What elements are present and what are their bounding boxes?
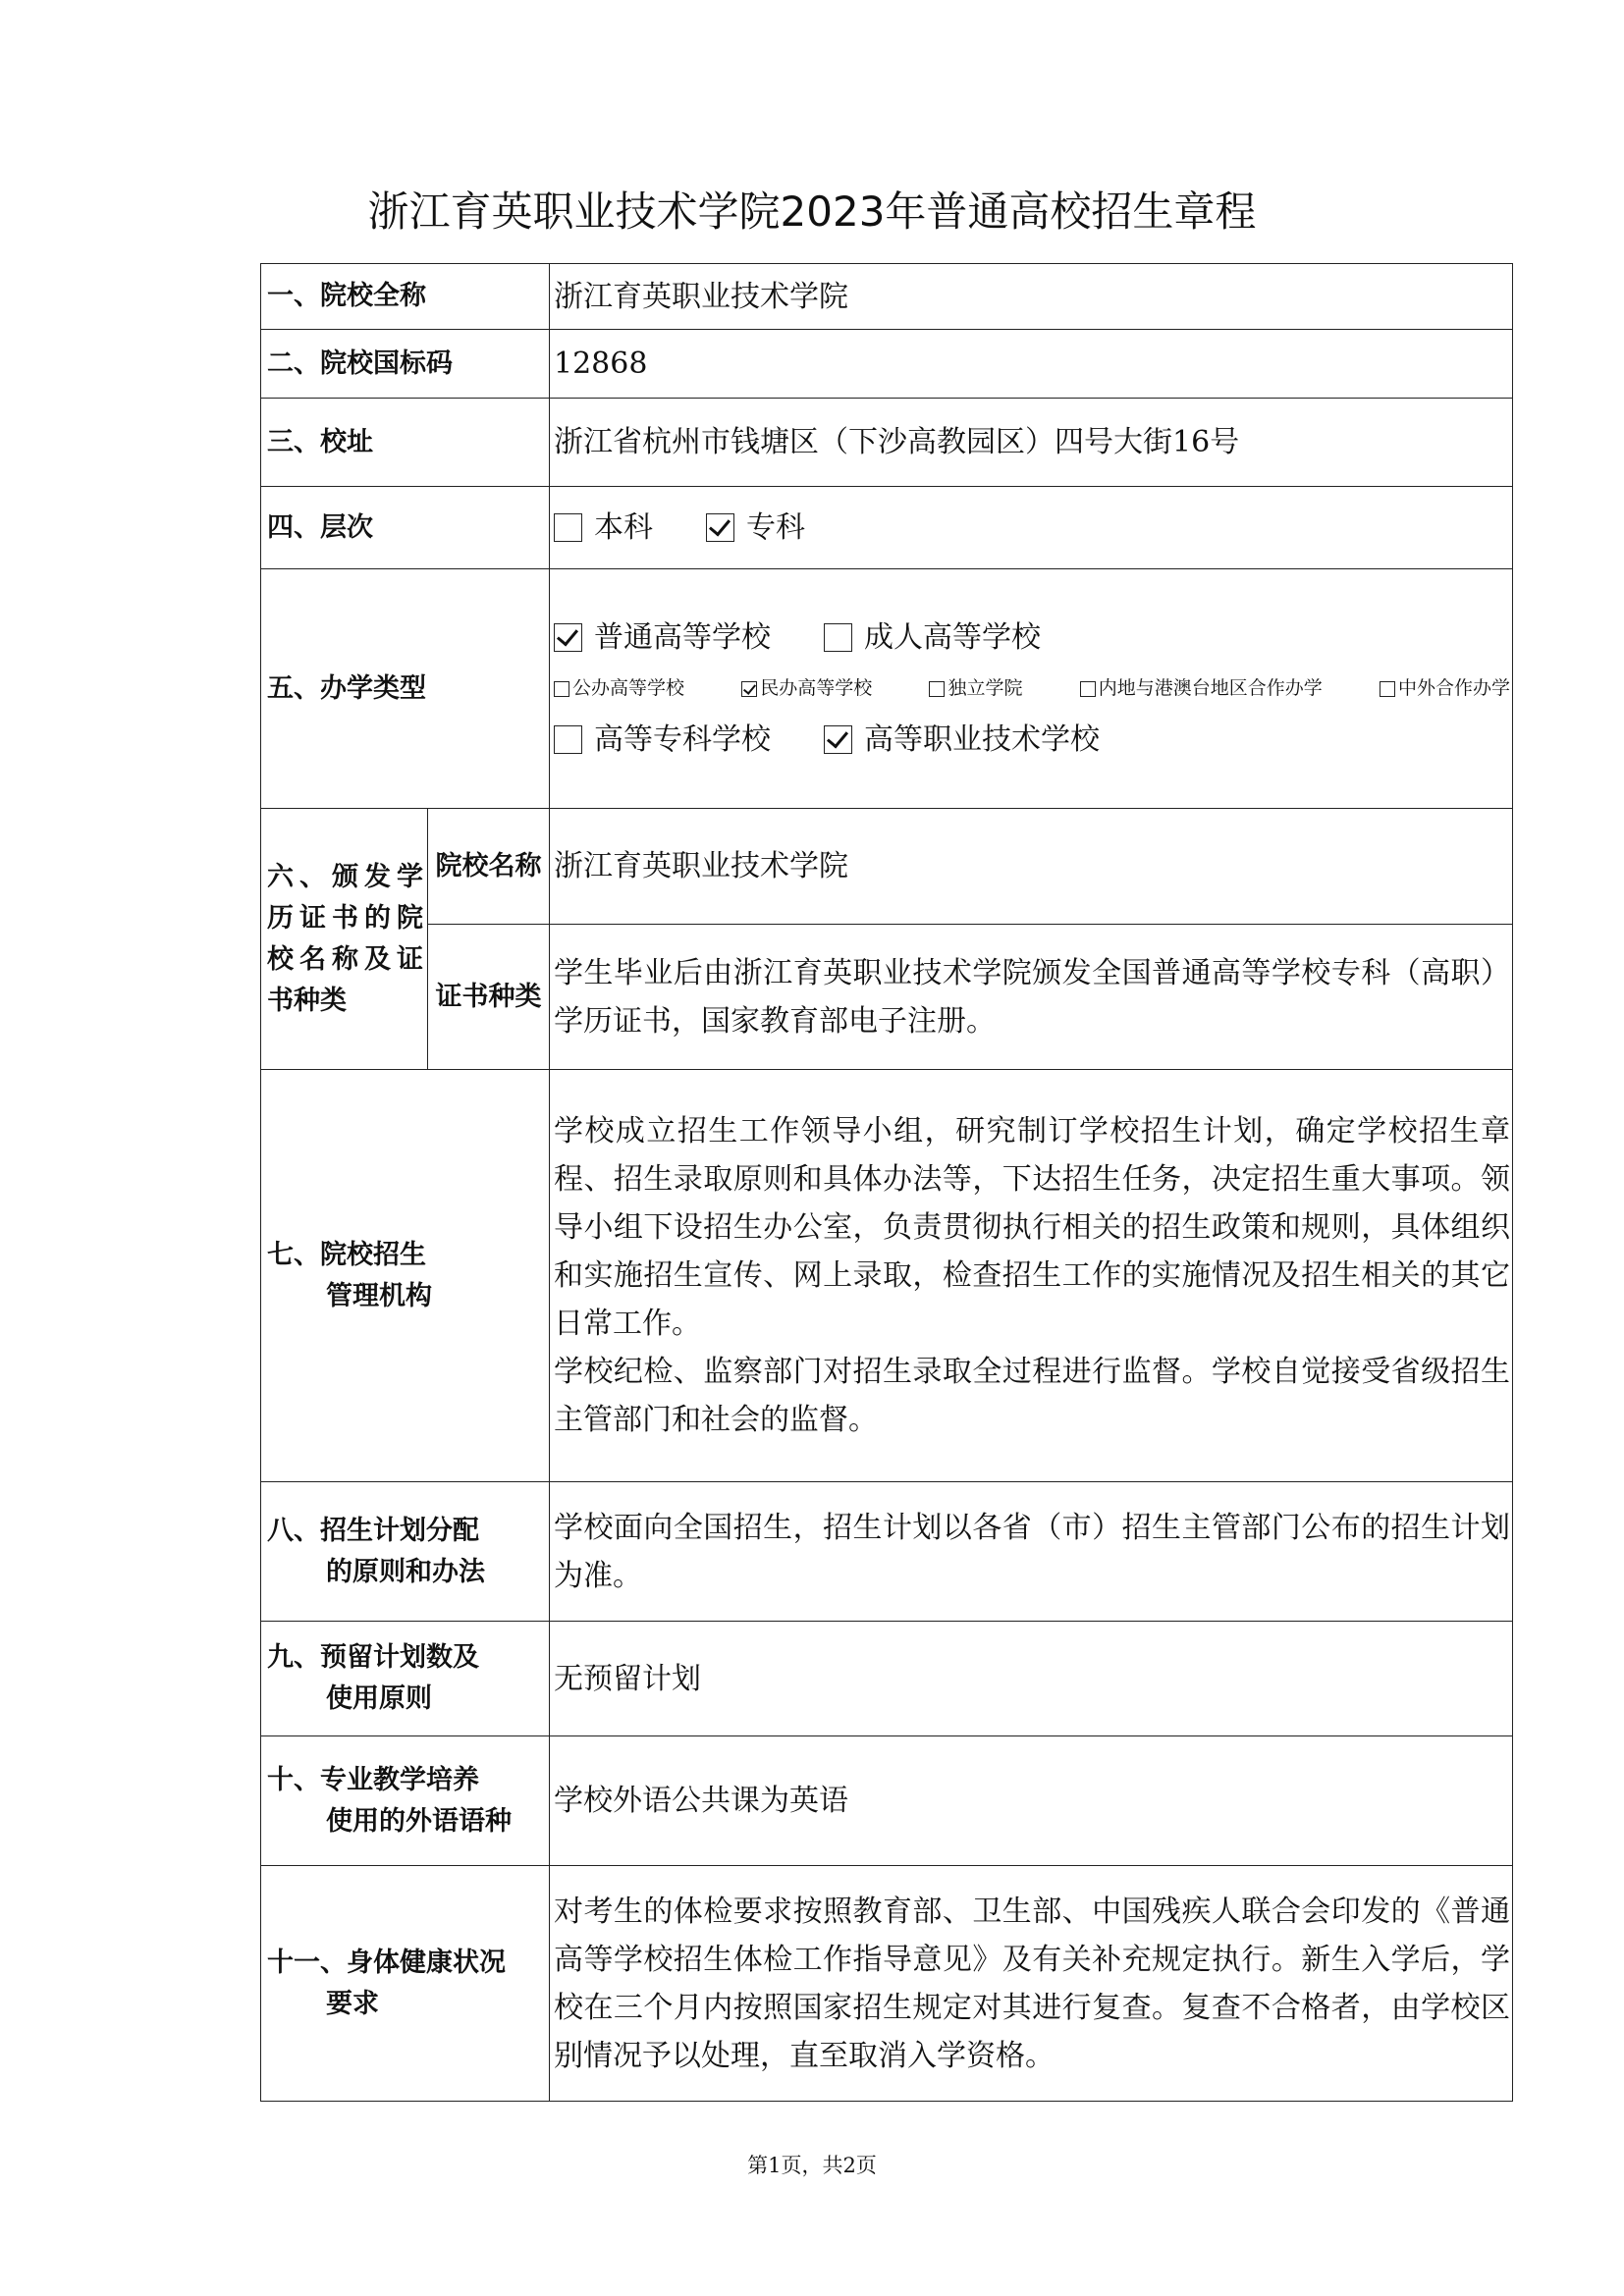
type-option — [824, 716, 1100, 764]
language-label-line-2: 使用的外语语种 — [326, 1805, 512, 1837]
type-option-label: 高等专科学校 — [594, 722, 771, 757]
management-paragraph-2: 学校纪检、监察部门对招生录取全过程进行监督。学校自觉接受省级招生主管部门和社会的监督。 — [554, 1355, 1510, 1437]
page-footer: 第1页，共2页 — [747, 2154, 877, 2177]
admission-table — [260, 263, 1513, 2102]
checked-checkbox-icon — [824, 725, 852, 754]
management-label-line-1: 七、院校招生 — [267, 1239, 426, 1270]
reserve-label-line-2: 使用原则 — [326, 1683, 432, 1714]
row-school-code — [261, 330, 1513, 399]
type-option — [741, 665, 872, 713]
health-label — [261, 1866, 550, 2102]
row-certificate-type — [261, 925, 1513, 1070]
row-address — [261, 399, 1513, 487]
school-type-line-1 — [554, 609, 1510, 667]
school-type-value — [550, 569, 1513, 809]
certificate-school-label: 院校名称 — [428, 809, 550, 925]
plan-label — [261, 1482, 550, 1622]
row-school-type — [261, 569, 1513, 809]
type-option — [1080, 665, 1323, 713]
page-title: 浙江育英职业技术学院2023年普通高校招生章程 — [367, 187, 1257, 236]
checkbox-icon — [1380, 681, 1395, 697]
level-option-label: 本科 — [594, 510, 653, 545]
reserve-value: 无预留计划 — [550, 1622, 1513, 1736]
level-option-bachelor — [554, 504, 653, 552]
row-reserve — [261, 1622, 1513, 1736]
checkbox-icon — [554, 725, 582, 754]
type-option — [1380, 665, 1510, 713]
row-certificate-school — [261, 809, 1513, 925]
school-code-value: 12868 — [550, 330, 1513, 399]
type-option-label: 高等职业技术学校 — [864, 722, 1100, 757]
certificate-label: 六、颁发学历证书的院校名称及证书种类 — [261, 809, 428, 1070]
plan-value: 学校面向全国招生，招生计划以各省（市）招生主管部门公布的招生计划为准。 — [550, 1482, 1513, 1622]
certificate-type-value: 学生毕业后由浙江育英职业技术学院颁发全国普通高等学校专科（高职）学历证书，国家教育部电子注册。 — [550, 925, 1513, 1070]
level-option-college — [706, 504, 805, 552]
plan-label-line-2: 的原则和办法 — [326, 1556, 485, 1587]
checkbox-icon — [929, 681, 945, 697]
plan-label-line-1: 八、招生计划分配 — [267, 1515, 479, 1546]
type-option — [929, 665, 1022, 713]
health-value: 对考生的体检要求按照教育部、卫生部、中国残疾人联合会印发的《普通高等学校招生体检工作指导意见》及有关补充规定执行。新生入学后，学校在三个月内按照国家招生规定对其进行复查。复查不合格者，由学校区别情况予以处理，直至取消入学资格。 — [550, 1866, 1513, 2102]
school-type-label: 五、办学类型 — [261, 569, 550, 809]
type-option-label: 独立学院 — [947, 677, 1023, 699]
type-option — [554, 665, 684, 713]
address-label: 三、校址 — [261, 399, 550, 487]
checkbox-icon — [824, 623, 852, 652]
row-level — [261, 487, 1513, 569]
type-option-label: 内地与港澳台地区合作办学 — [1098, 677, 1323, 699]
management-value — [550, 1070, 1513, 1482]
school-name-value: 浙江育英职业技术学院 — [550, 264, 1513, 330]
type-option — [554, 716, 771, 764]
school-name-label: 一、院校全称 — [261, 264, 550, 330]
type-option — [824, 614, 1041, 662]
reserve-label-line-1: 九、预留计划数及 — [267, 1642, 479, 1673]
level-options — [554, 499, 1510, 558]
school-code-label: 二、院校国标码 — [261, 330, 550, 399]
row-management — [261, 1070, 1513, 1482]
management-label — [261, 1070, 550, 1482]
type-option-label: 普通高等学校 — [594, 620, 771, 655]
level-label: 四、层次 — [261, 487, 550, 569]
checked-checkbox-icon — [554, 623, 582, 652]
checkbox-icon — [554, 681, 569, 697]
type-option-label: 中外合作办学 — [1397, 677, 1510, 699]
management-paragraph-1: 学校成立招生工作领导小组，研究制订学校招生计划，确定学校招生章程、招生录取原则和具体办法等，下达招生任务，决定招生重大事项。领导小组下设招生办公室，负责贯彻执行相关的招生政策和规则，具体组织和实施招生宣传、网上录取，检查招生工作的实施情况及招生相关的其它日常工作。 — [554, 1114, 1510, 1341]
checked-checkbox-icon — [706, 513, 734, 542]
row-plan — [261, 1482, 1513, 1622]
certificate-type-label: 证书种类 — [428, 925, 550, 1070]
checked-checkbox-icon — [741, 681, 757, 697]
certificate-school-value: 浙江育英职业技术学院 — [550, 809, 1513, 925]
reserve-label — [261, 1622, 550, 1736]
language-label — [261, 1736, 550, 1866]
school-type-line-3 — [554, 711, 1510, 770]
checkbox-icon — [554, 513, 582, 542]
checkbox-icon — [1080, 681, 1096, 697]
row-school-name — [261, 264, 1513, 330]
address-value: 浙江省杭州市钱塘区（下沙高教园区）四号大街16号 — [550, 399, 1513, 487]
management-label-line-2: 管理机构 — [326, 1280, 432, 1311]
level-value — [550, 487, 1513, 569]
language-value: 学校外语公共课为英语 — [550, 1736, 1513, 1866]
type-option-label: 民办高等学校 — [760, 677, 873, 699]
row-language — [261, 1736, 1513, 1866]
health-label-line-1: 十一、身体健康状况 — [267, 1947, 506, 1978]
type-option-label: 公办高等学校 — [572, 677, 685, 699]
row-health — [261, 1866, 1513, 2102]
type-option-label: 成人高等学校 — [864, 620, 1041, 655]
level-option-label: 专科 — [746, 510, 805, 545]
school-type-line-2 — [554, 667, 1510, 711]
type-option — [554, 614, 771, 662]
language-label-line-1: 十、专业教学培养 — [267, 1764, 479, 1795]
health-label-line-2: 要求 — [326, 1988, 379, 2019]
